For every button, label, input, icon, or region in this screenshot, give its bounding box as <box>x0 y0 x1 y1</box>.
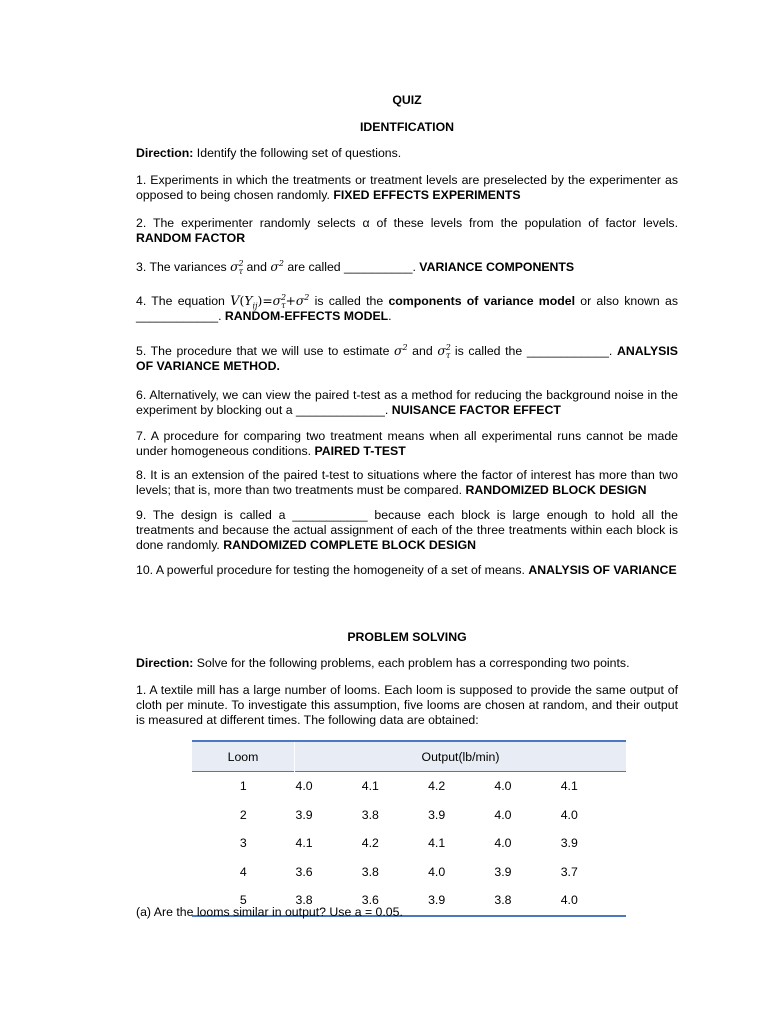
question-4: 4. The equation $V(Y_{ij})=\sigma^2_\tau+\sigma^2$ is called the components of variance model or also known as ____________. RANDOM-EFFECTS MODEL. <box>136 292 678 323</box>
question-2-answer: RANDOM FACTOR <box>136 231 246 245</box>
output-cell: 4.0 <box>560 807 578 822</box>
loom-cell: 4 <box>239 864 247 879</box>
output-cell: 3.9 <box>560 836 578 851</box>
table-row <box>192 858 626 887</box>
output-cell: 3.9 <box>427 886 493 916</box>
output-cell: 4.0 <box>428 864 446 879</box>
question-7-answer: PAIRED T-TEST <box>314 444 406 458</box>
output-cell: 3.9 <box>295 807 313 822</box>
section-identification: IDENTFICATION <box>359 120 455 134</box>
question-6-answer: NUISANCE FACTOR EFFECT <box>391 403 561 417</box>
question-5-answer: ANALYSIS OF VARIANCE METHOD. <box>136 344 678 373</box>
output-cell: 4.2 <box>361 836 379 851</box>
output-cell: 3.8 <box>493 886 559 916</box>
output-cell: 4.1 <box>295 836 313 851</box>
question-5-pre: 5. The procedure that we will use to estimate <box>136 344 395 358</box>
question-3-answer: VARIANCE COMPONENTS <box>419 260 575 274</box>
question-1-answer: FIXED EFFECTS EXPERIMENTS <box>333 188 521 202</box>
quiz-title: QUIZ <box>392 93 422 107</box>
question-5-post: is called the ____________. <box>450 344 617 358</box>
question-1 <box>136 173 678 203</box>
table-header-row <box>192 741 626 772</box>
output-cell: 4.0 <box>494 836 512 851</box>
loom-cell: 1 <box>192 772 295 801</box>
question-4-end: . <box>388 309 392 323</box>
sigma-tau-squared: $\sigma^2_\tau$ <box>230 258 244 277</box>
question-4-post: or also known as ____________. <box>136 294 678 323</box>
loom-cell: 5 <box>192 886 295 916</box>
section-problem-solving: PROBLEM SOLVING <box>347 630 467 644</box>
question-3-mid: and <box>243 260 271 274</box>
question-4-mid: is called the <box>309 294 389 308</box>
question-2-text: 2. The experimenter randomly selects α of these levels from the population of factor levels. <box>136 216 678 230</box>
question-6-text: 6. Alternatively, we can view the paired t-test as a method for reducing the background noise in the experiment by blocking out a _____________. <box>136 388 678 417</box>
output-cell: 3.6 <box>295 864 313 879</box>
direction-2-text: Solve for the following problems, each problem has a corresponding two points. <box>193 656 630 670</box>
question-3 <box>136 260 678 275</box>
loom-cell: 2 <box>239 807 247 822</box>
output-cell: 3.8 <box>361 807 379 822</box>
output-cell: 3.8 <box>295 886 361 916</box>
question-10-answer: ANALYSIS OF VARIANCE <box>528 563 677 577</box>
loom-cell: 3 <box>239 836 247 851</box>
question-6 <box>136 388 678 418</box>
question-9-answer: RANDOMIZED COMPLETE BLOCK DESIGN <box>223 538 477 552</box>
output-cell: 4.0 <box>560 886 626 916</box>
question-10-text: 10. A powerful procedure for testing the homogeneity of a set of means. <box>136 563 529 577</box>
question-5 <box>136 344 678 374</box>
output-cell: 4.0 <box>295 772 361 801</box>
question-1-text: 1. Experiments in which the treatments or treatment levels are preselected by the experimenter as opposed to being chosen randomly. <box>136 173 678 202</box>
sigma-tau-squared-2: $\sigma^2_\tau$ <box>437 342 451 361</box>
direction-1-text: Identify the following set of questions. <box>193 146 402 160</box>
question-7 <box>136 429 678 459</box>
output-cell: 4.1 <box>560 772 626 801</box>
column-header-output: Output(lb/min) <box>295 741 627 772</box>
sigma-squared: $\sigma^2$ <box>270 258 284 274</box>
question-8-answer: RANDOMIZED BLOCK DESIGN <box>465 483 647 497</box>
table-row <box>192 829 626 858</box>
question-8-text: 8. It is an extension of the paired t-test to situations where the factor of interest has more than two levels; that is, more than two treatments must be compared. <box>136 468 678 497</box>
output-cell: 3.9 <box>428 807 446 822</box>
question-4-answer: RANDOM-EFFECTS MODEL <box>224 309 389 323</box>
question-3-pre: 3. The variances <box>136 260 231 274</box>
question-4-bold: components of variance model <box>388 294 575 308</box>
column-header-loom: Loom <box>192 741 295 772</box>
sigma-squared-2: $\sigma^2$ <box>394 342 408 358</box>
direction-1-label: Direction: <box>136 146 194 160</box>
table-row <box>192 772 626 801</box>
question-5-mid: and <box>407 344 438 358</box>
question-2 <box>136 216 678 246</box>
problem-1: 1. A textile mill has a large number of looms. Each loom is supposed to provide the same output of cloth per minute. To investigate this assumption, five looms are chosen at random, and their output is measured at different times. The following data are obtained: <box>136 683 678 727</box>
table-row <box>192 801 626 830</box>
question-10 <box>136 563 678 578</box>
question-4-pre: 4. The equation <box>136 294 231 308</box>
output-cell: 3.6 <box>361 886 427 916</box>
output-cell: 4.0 <box>493 772 559 801</box>
question-7-text: 7. A procedure for comparing two treatment means when all experimental runs cannot be made under homogeneous conditions. <box>136 429 678 458</box>
output-cell: 3.9 <box>494 864 512 879</box>
question-9 <box>136 508 678 553</box>
direction-2 <box>136 656 678 671</box>
question-8 <box>136 468 678 498</box>
question-3-post: are called __________. <box>283 260 420 274</box>
output-cell: 4.1 <box>428 836 446 851</box>
question-9-text: 9. The design is called a ___________ because each block is large enough to hold all the treatments and because the actual assignment of each of the three treatments within each block is done randomly. <box>136 508 678 552</box>
question-a: (a) Are the looms similar in output? Use a = 0.05. <box>136 905 403 919</box>
direction-1 <box>136 146 678 161</box>
output-cell: 4.1 <box>361 772 427 801</box>
output-cell: 3.7 <box>560 864 578 879</box>
output-cell: 3.8 <box>361 864 379 879</box>
variance-equation: V <box>230 294 240 309</box>
output-cell: 4.2 <box>427 772 493 801</box>
direction-2-label: Direction: <box>136 656 194 670</box>
output-cell: 4.0 <box>494 807 512 822</box>
loom-output-table <box>192 740 626 917</box>
